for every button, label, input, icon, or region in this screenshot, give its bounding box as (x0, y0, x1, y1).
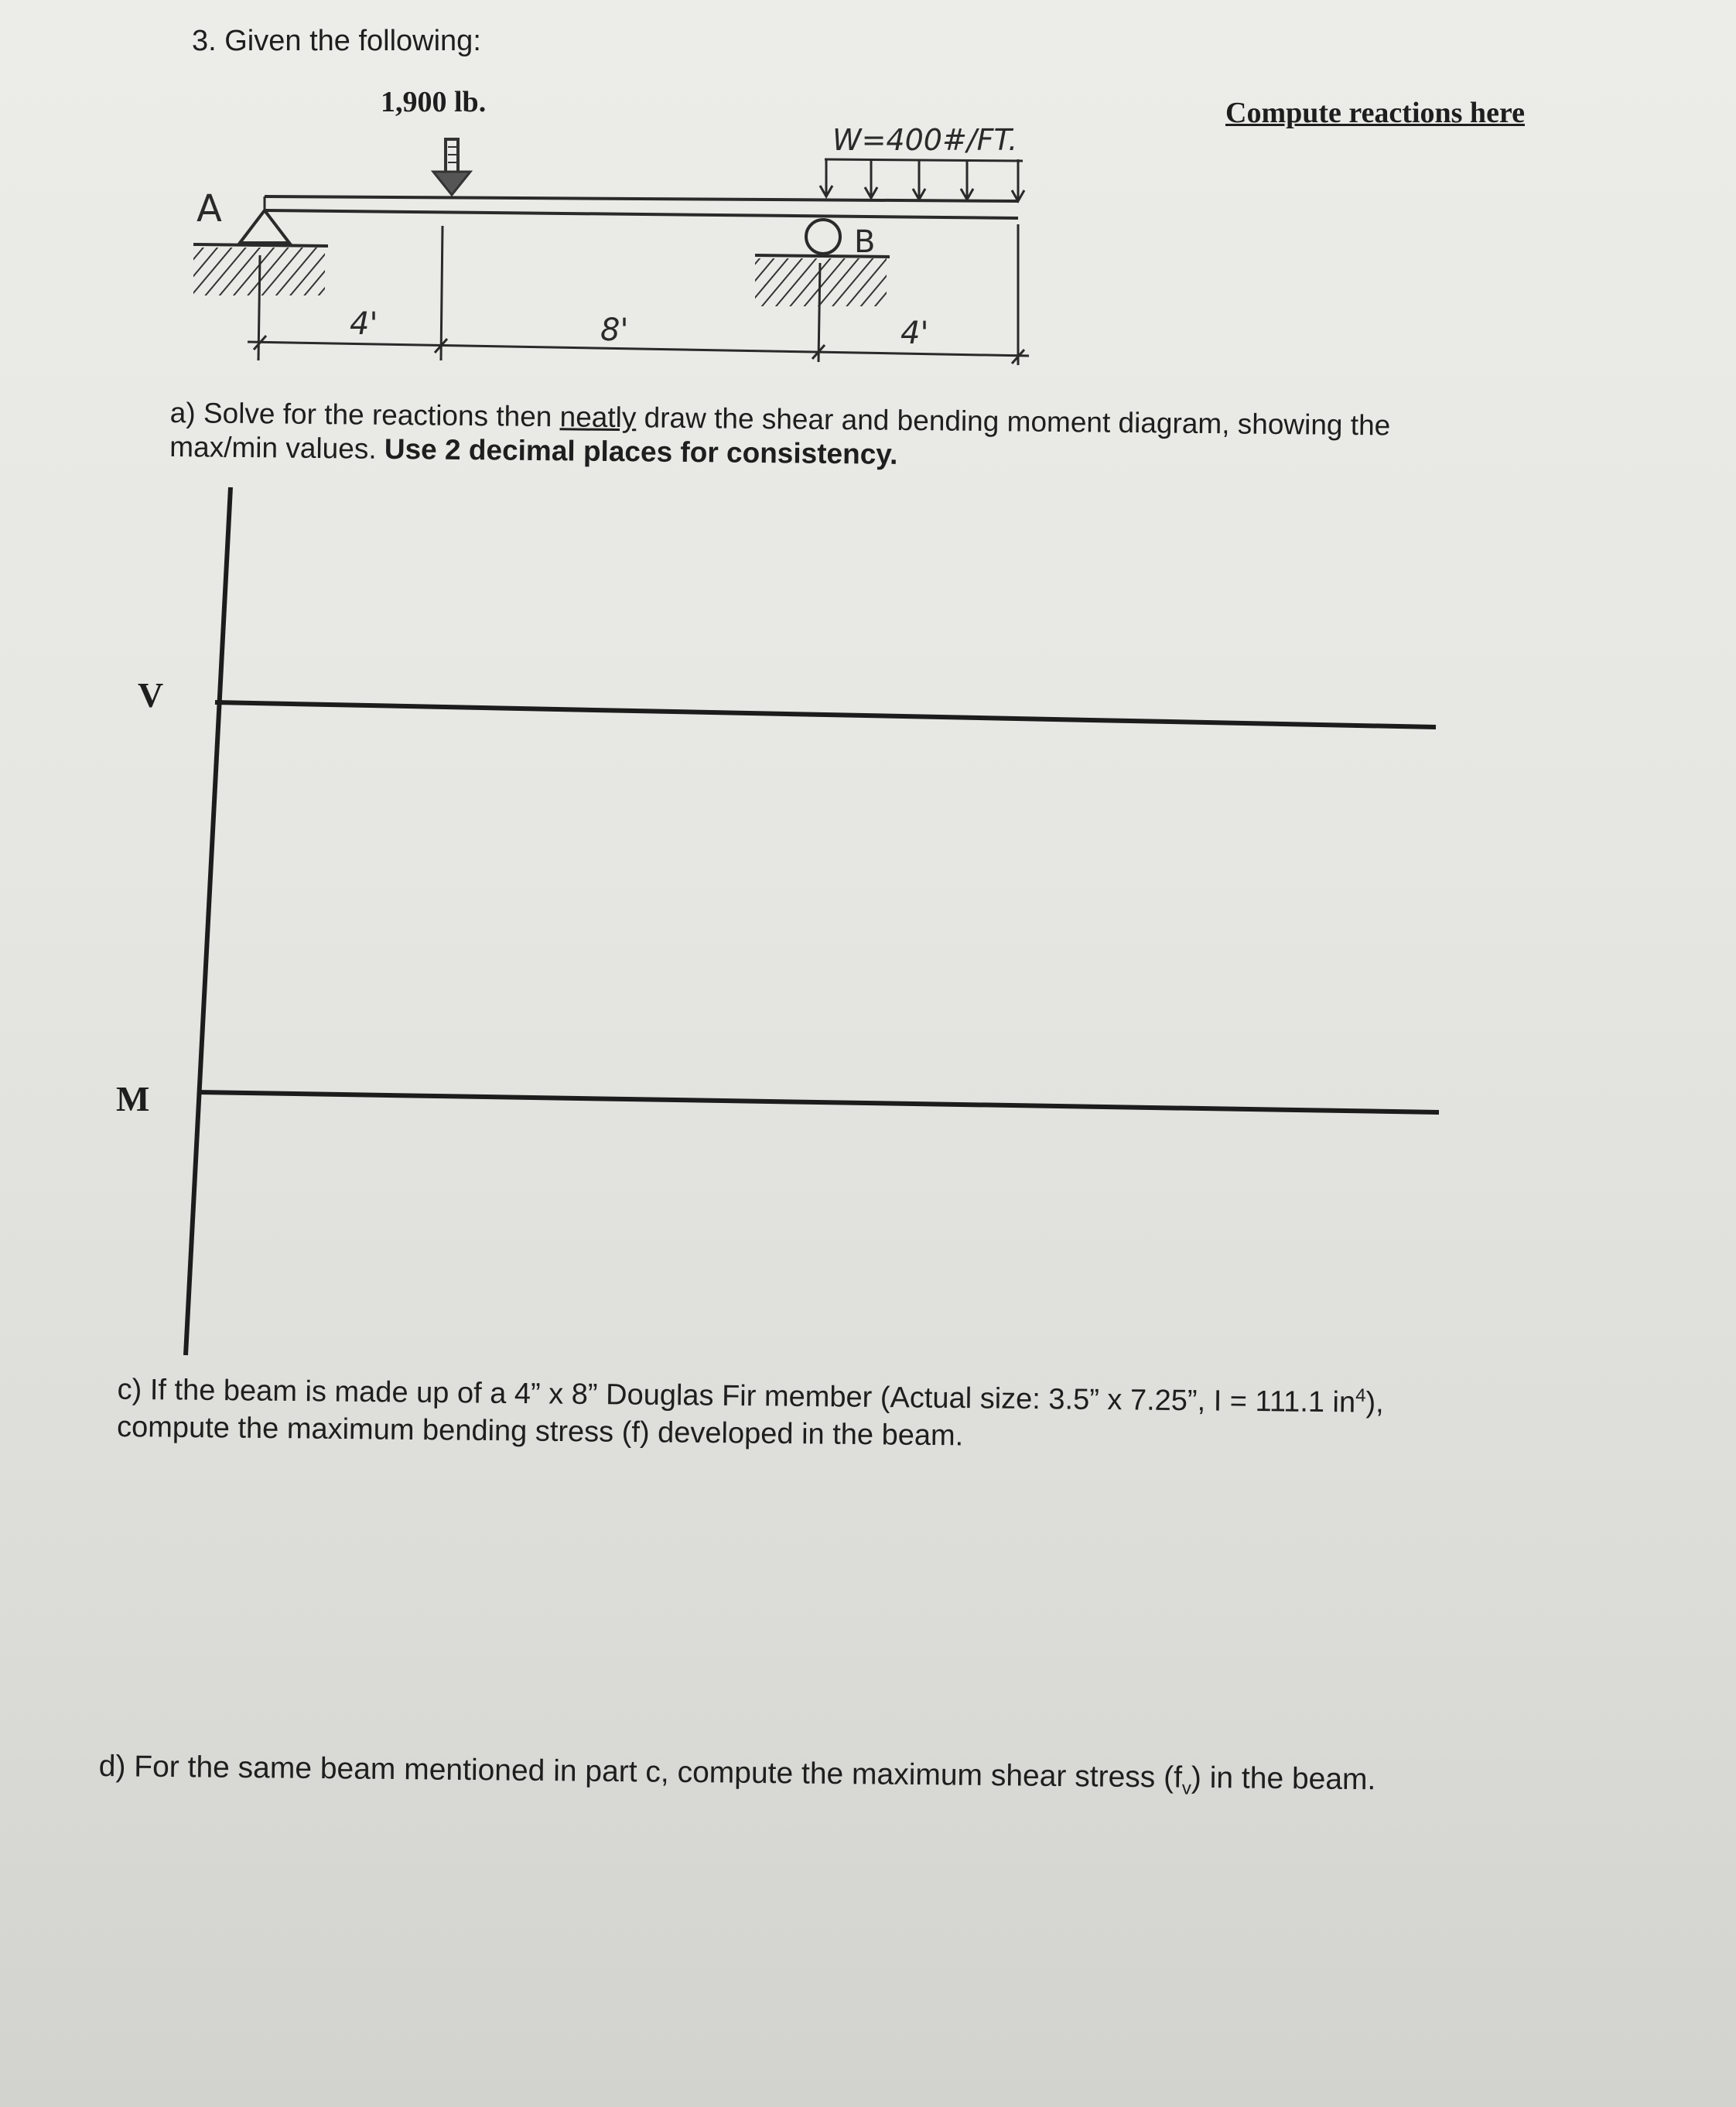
beam (265, 196, 1018, 218)
point-load-label: 1,900 lb. (381, 86, 487, 118)
part-a-line2-bold: Use 2 decimal places for consistency. (384, 432, 898, 470)
compute-reactions-heading: Compute reactions here (1225, 97, 1525, 129)
part-d-subscript: v (1181, 1777, 1191, 1799)
shear-moment-axes (186, 487, 1439, 1355)
support-b-label: B (854, 224, 876, 260)
part-a-underlined-word: neatly (559, 401, 637, 434)
moment-axis-label: M (116, 1079, 150, 1118)
point-load-arrow (433, 139, 470, 195)
distributed-load-arrows (820, 159, 1024, 201)
part-d-post: ) in the beam. (1191, 1760, 1376, 1797)
part-a-line1-pre: a) Solve for the reactions then (169, 396, 560, 433)
span-2-label: 8' (600, 312, 629, 348)
part-d-pre: d) For the same beam mentioned in part c, compute the maximum shear stress (f (98, 1750, 1183, 1795)
part-a-instructions (169, 396, 1390, 477)
span-1-label: 4' (350, 306, 378, 342)
part-c-line2: compute the maximum bending stress (f) developed in the beam. (116, 1410, 964, 1453)
part-c-question (117, 1364, 1384, 1459)
part-c-exponent: 4 (1355, 1385, 1366, 1406)
support-a-label: A (196, 187, 222, 231)
part-c-line1-pre: c) If the beam is made up of a 4” x 8” Douglas Fir member (Actual size: 3.5” x 7.25”, I = 111.1 in (117, 1373, 1356, 1419)
shear-axis-label: V (138, 675, 164, 715)
part-a-line2-plain: max/min values. (169, 430, 385, 465)
part-c-line1-post: ), (1365, 1386, 1384, 1419)
question-title: 3. Given the following: (192, 25, 481, 57)
part-a-line1-post: draw the shear and bending moment diagram, showing the (636, 401, 1391, 442)
span-3-label: 4' (900, 316, 929, 351)
distributed-load-label: W=400#/FT. (832, 123, 1018, 157)
